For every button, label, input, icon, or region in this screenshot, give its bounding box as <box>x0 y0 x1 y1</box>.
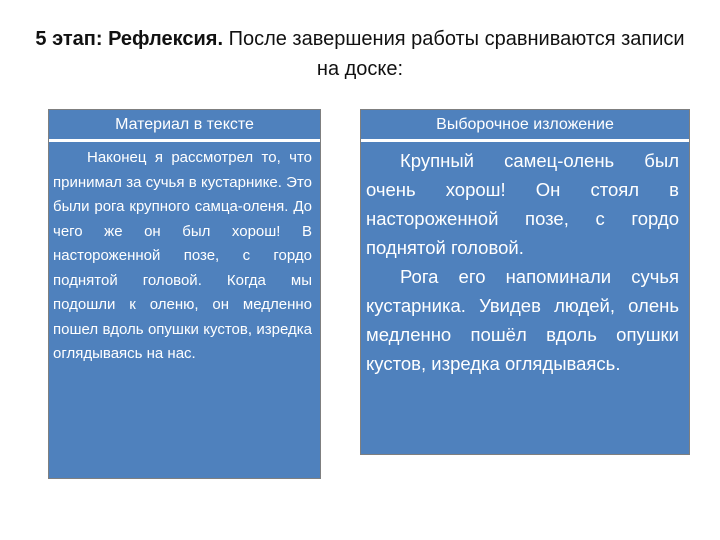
original-text-header: Материал в тексте <box>49 110 320 142</box>
summary-body <box>366 146 679 378</box>
slide-title-description: После завершения работы сравниваются записи на доске: <box>223 28 685 80</box>
original-text-body <box>53 146 312 367</box>
summary-panel <box>361 110 689 454</box>
summary-paragraph-2: Рога его напоминали сучья кустарника. Увидев людей, олень медленно пошёл вдоль опушки кустов, изредка оглядываясь. <box>366 266 679 374</box>
summary-header: Выборочное изложение <box>361 110 689 142</box>
original-text-panel <box>49 110 320 478</box>
summary-paragraph-1: Крупный самец-олень был очень хорош! Он стоял в настороженной позе, с гордо поднятой головой. <box>366 150 679 258</box>
slide-title <box>30 24 690 84</box>
original-text-paragraph: Наконец я рассмотрел то, что принимал за сучья в кустарнике. Это были рога крупного самца-оленя. До чего же он был хорош! В настороженной позе, с гордо поднятой головой. Когда мы подошли к оленю, он медленно пошел вдоль опушки кустов, изредка оглядываясь на нас. <box>53 149 312 362</box>
slide-title-stage: 5 этап: Рефлексия. <box>35 28 224 50</box>
